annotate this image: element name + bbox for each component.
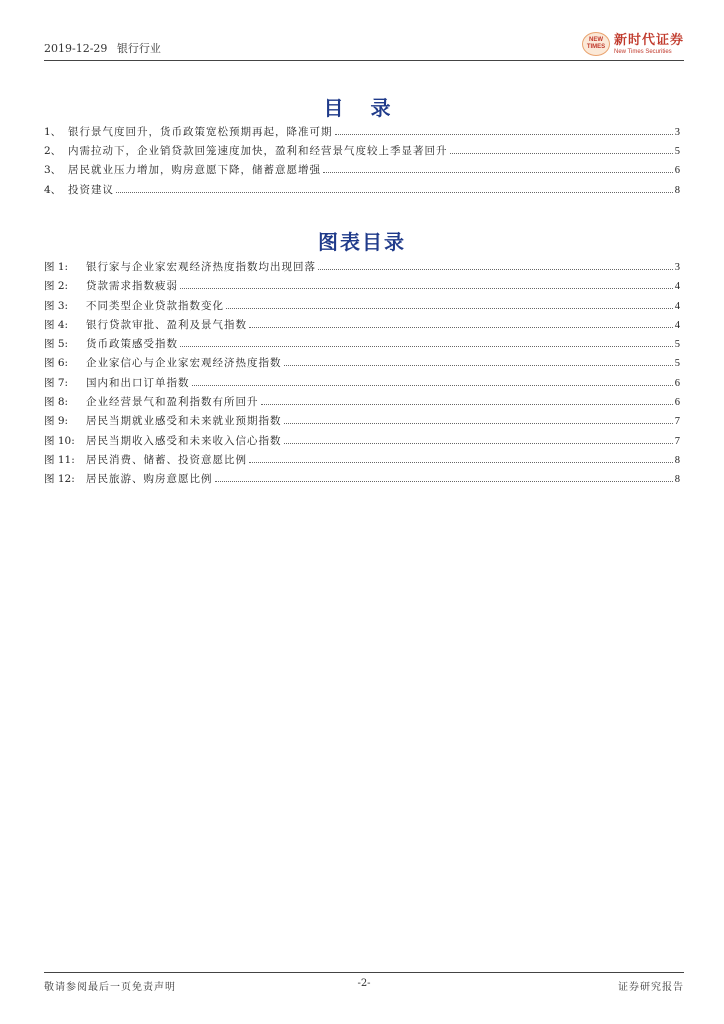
logo-badge-icon: NEW TIMES <box>582 32 610 56</box>
figure-entry-page: 8 <box>674 454 680 466</box>
toc-entry-text: 内需拉动下，企业销贷款回笼速度加快，盈利和经营景气度较上季显著回升 <box>68 145 448 158</box>
figure-entry-page: 4 <box>674 281 680 293</box>
dot-leader <box>215 480 673 482</box>
figure-entry-number: 图 7: <box>44 376 69 389</box>
figure-entry-number: 图 2: <box>44 280 69 293</box>
report-type: 证券研究报告 <box>618 982 684 993</box>
figure-entry-page: 6 <box>674 397 680 409</box>
dot-leader <box>249 326 673 328</box>
figure-entry-page: 6 <box>674 377 680 389</box>
figure-entry-text: 国内和出口订单指数 <box>86 376 190 389</box>
dot-leader <box>192 384 673 386</box>
figure-entry-text: 居民当期就业感受和未来就业预期指数 <box>86 415 282 428</box>
dot-leader <box>284 442 673 444</box>
figure-entry-number: 图 1: <box>44 261 69 273</box>
page-header <box>44 30 684 61</box>
toc-entry-page: 5 <box>674 146 680 158</box>
figure-entry-page: 4 <box>674 319 680 331</box>
figure-entry-text: 居民消费、储蓄、投资意愿比例 <box>86 453 247 466</box>
company-logo <box>582 32 684 56</box>
disclaimer-note: 敬请参阅最后一页免责声明 <box>44 982 176 993</box>
dot-leader <box>249 461 673 463</box>
dot-leader <box>180 287 673 289</box>
dot-leader <box>261 403 673 405</box>
toc-entry-text: 投资建议 <box>68 183 114 196</box>
dot-leader <box>226 307 673 309</box>
figure-entry-number: 图 6: <box>44 357 69 370</box>
figure-entry[interactable] <box>44 433 680 452</box>
logo-name-en: New Times Securities <box>613 48 672 55</box>
figure-entry-text: 不同类型企业贷款指数变化 <box>86 299 224 312</box>
figure-entry[interactable] <box>44 336 680 355</box>
dot-leader <box>284 364 673 366</box>
toc-entry-page: 6 <box>674 165 680 177</box>
figure-entry[interactable] <box>44 413 680 432</box>
toc-entry-number: 4、 <box>44 183 62 196</box>
figure-entry-text: 银行家与企业家宏观经济热度指数均出现回落 <box>86 261 316 273</box>
figure-entry-page: 4 <box>674 300 680 312</box>
figure-entry-text: 企业经营景气和盈利指数有所回升 <box>86 396 259 409</box>
dot-leader <box>335 133 673 135</box>
dot-leader <box>450 152 673 154</box>
report-date: 2019-12-29 <box>44 42 108 55</box>
figure-entry-number: 图 8: <box>44 396 69 409</box>
toc-entry-text: 居民就业压力增加，购房意愿下降，储蓄意愿增强 <box>68 164 321 177</box>
figure-entry[interactable] <box>44 452 680 471</box>
figure-entry[interactable] <box>44 375 680 394</box>
figure-entry-number: 图 4: <box>44 318 69 331</box>
figure-entry-page: 8 <box>674 474 680 486</box>
figure-entry-number: 图 11: <box>44 453 75 466</box>
toc-heading: 目 录 <box>323 96 401 120</box>
logo-name-cn: 新时代证券 <box>613 32 684 48</box>
toc-entry-text: 银行景气度回升，货币政策宽松预期再起，降准可期 <box>68 126 333 138</box>
toc-entry-number: 2、 <box>44 145 62 158</box>
figure-entry-number: 图 3: <box>44 299 69 312</box>
logo-text <box>614 34 684 55</box>
figure-entry-text: 居民旅游、购房意愿比例 <box>86 473 213 486</box>
toc-entry-number: 1、 <box>44 126 62 138</box>
figure-entry-page: 3 <box>674 262 680 273</box>
figure-entry-text: 银行贷款审批、盈利及景气指数 <box>86 318 247 331</box>
figure-entry-number: 图 5: <box>44 338 69 351</box>
figure-list-heading: 图表目录 <box>318 230 406 254</box>
figure-entry-number: 图 12: <box>44 473 75 486</box>
figure-entry-text: 贷款需求指数疲弱 <box>86 280 178 293</box>
toc-entry[interactable] <box>44 182 680 201</box>
figure-entry[interactable] <box>44 298 680 317</box>
dot-leader <box>318 268 673 270</box>
dot-leader <box>180 345 673 347</box>
figure-entry-page: 7 <box>674 416 680 428</box>
dot-leader <box>323 171 673 173</box>
figure-entry[interactable] <box>44 394 680 413</box>
figure-entry[interactable] <box>44 278 680 297</box>
dot-leader <box>116 191 673 193</box>
figure-entry[interactable] <box>44 355 680 374</box>
figure-entry[interactable] <box>44 317 680 336</box>
figure-entry[interactable] <box>44 259 680 278</box>
figure-entry-page: 7 <box>674 435 680 447</box>
toc-entry[interactable] <box>44 143 680 162</box>
figure-entry-page: 5 <box>674 358 680 370</box>
figure-entry-text: 企业家信心与企业家宏观经济热度指数 <box>86 357 282 370</box>
toc-entry-number: 3、 <box>44 164 62 177</box>
report-category: 银行行业 <box>116 42 161 55</box>
figure-entry-number: 图 10: <box>44 434 75 447</box>
page-number: -2- <box>357 978 371 989</box>
figure-entry-number: 图 9: <box>44 415 69 428</box>
page-footer <box>44 972 684 995</box>
figure-entry[interactable] <box>44 471 680 490</box>
figure-entry-text: 居民当期收入感受和未来收入信心指数 <box>86 434 282 447</box>
toc-entry-page: 8 <box>674 184 680 196</box>
toc-list <box>44 124 680 201</box>
toc-entry-page: 3 <box>674 127 680 138</box>
header-info <box>44 40 161 56</box>
dot-leader <box>284 422 673 424</box>
figure-list <box>44 259 680 491</box>
toc-entry[interactable] <box>44 162 680 181</box>
toc-entry[interactable] <box>44 124 680 143</box>
figure-entry-page: 5 <box>674 339 680 351</box>
figure-entry-text: 货币政策感受指数 <box>86 338 178 351</box>
